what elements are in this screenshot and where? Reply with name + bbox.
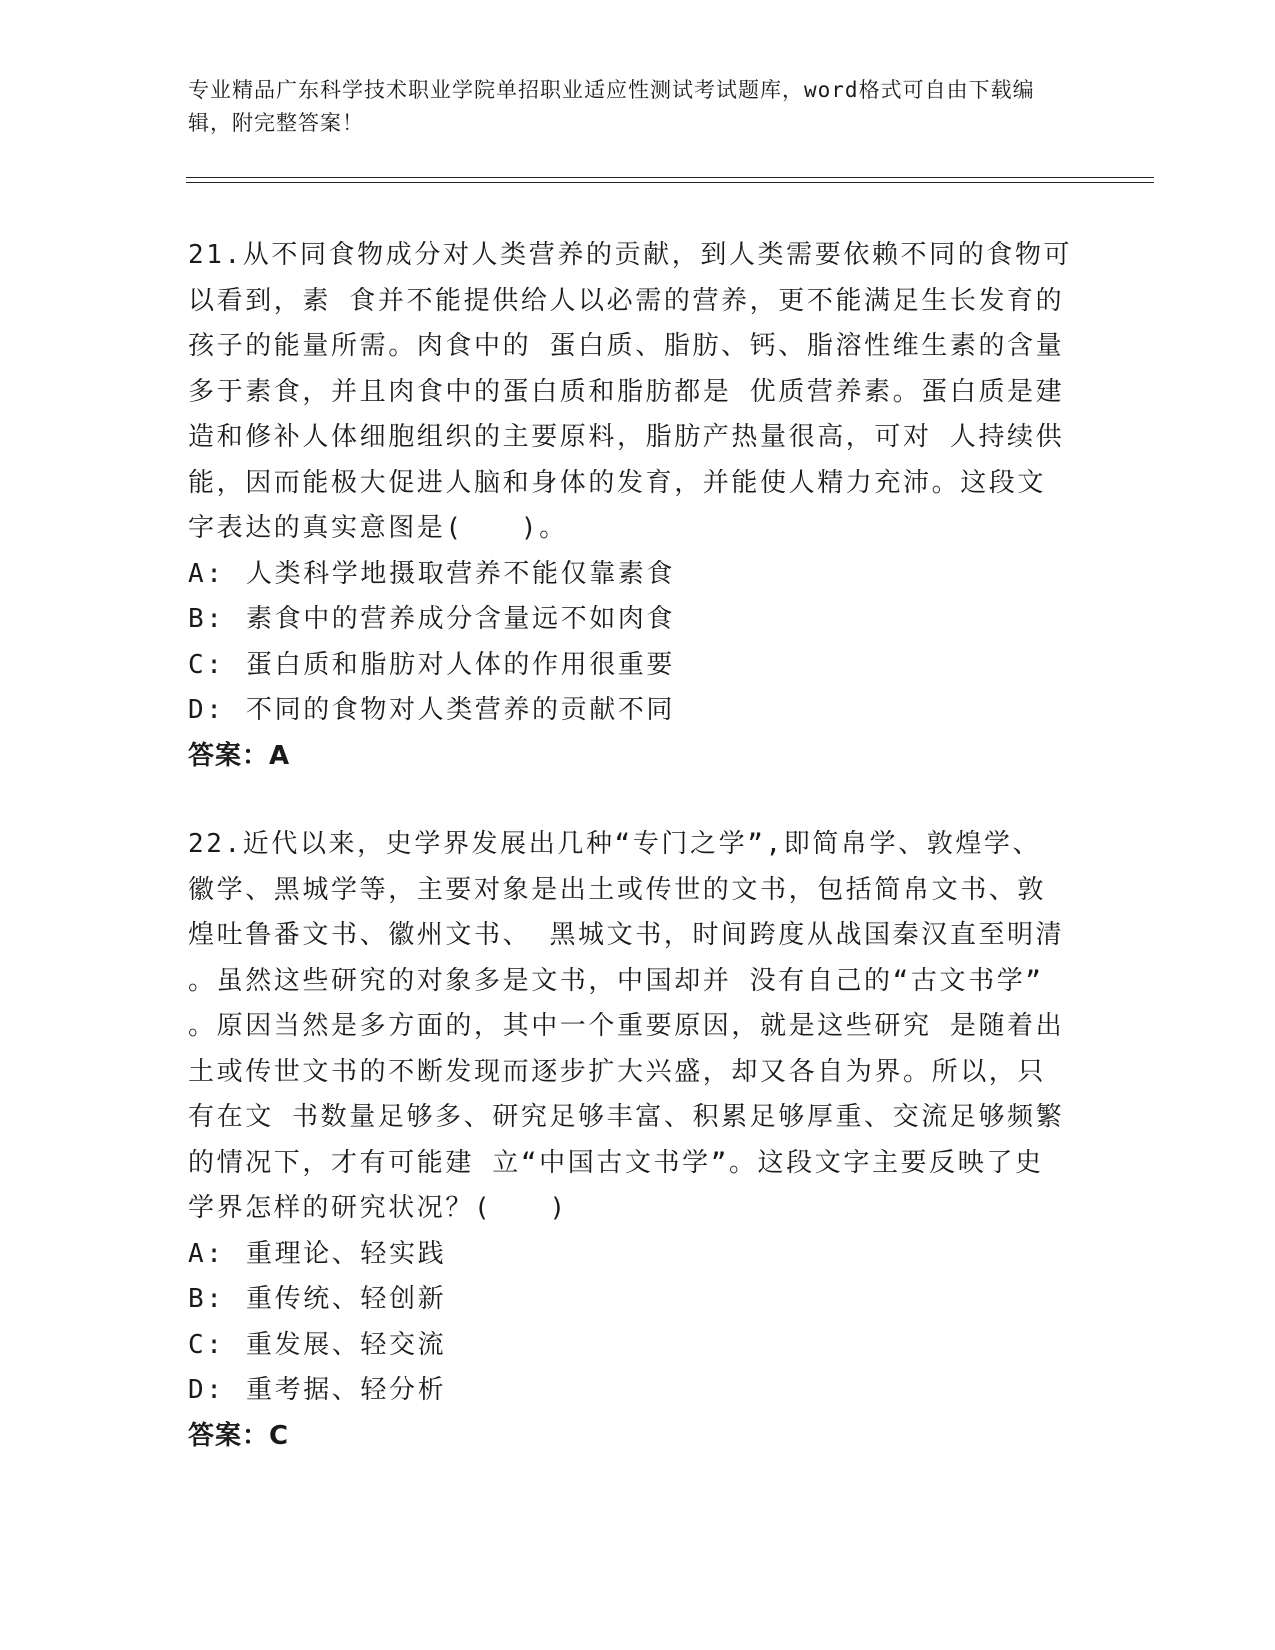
option-key: C:: [188, 1329, 225, 1360]
question-stem-line: 土或传世文书的不断发现而逐步扩大兴盛，却又各自为界。所以，只: [188, 1056, 1047, 1087]
page-header: [188, 74, 1068, 140]
option-a: [188, 1232, 1088, 1278]
option-key: C:: [188, 649, 225, 680]
option-text: 重考据、轻分析: [246, 1375, 447, 1405]
option-d: [188, 1368, 1088, 1414]
question-stem-line: 21.从不同食物成分对人类营养的贡献，到人类需要依赖不同的食物可: [188, 240, 1073, 270]
question-stem-line: 字表达的真实意图是( )。: [188, 513, 568, 543]
option-a: [188, 552, 1088, 598]
question-21: [188, 233, 1088, 779]
option-text: 重理论、轻实践: [246, 1238, 447, 1269]
option-b: [188, 1277, 1088, 1323]
option-c: [188, 1323, 1088, 1369]
question-stem-line: 以看到，素 食并不能提供给人以必需的营养，更不能满足生长发育的: [188, 285, 1065, 316]
option-key: B:: [188, 604, 225, 634]
question-stem-line: 徽学、黑城学等，主要对象是出土或传世的文书，包括简帛文书、敦: [188, 874, 1047, 905]
option-key: D:: [188, 1375, 225, 1405]
option-text: 重发展、轻交流: [246, 1329, 447, 1360]
question-stem-line: 22.近代以来，史学界发展出几种“专门之学”,即简帛学、敦煌学、: [188, 829, 1042, 859]
option-text: 重传统、轻创新: [246, 1284, 447, 1314]
option-key: A:: [188, 558, 225, 589]
option-c: [188, 643, 1088, 689]
question-stem-line: 学界怎样的研究状况？( ): [188, 1193, 568, 1223]
option-b: [188, 597, 1088, 643]
option-text: 素食中的营养成分含量远不如肉食: [246, 604, 676, 634]
option-key: A:: [188, 1238, 225, 1269]
option-text: 人类科学地摄取营养不能仅靠素食: [246, 558, 676, 589]
answer-line: 答案：C: [188, 1420, 290, 1451]
answer-line: 答案：A: [188, 740, 291, 771]
option-text: 不同的食物对人类营养的贡献不同: [246, 695, 676, 725]
question-stem-line: 能，因而能极大促进人脑和身体的发育，并能使人精力充沛。这段文: [188, 467, 1047, 498]
question-stem-line: 有在文 书数量足够多、研究足够丰富、积累足够厚重、交流足够频繁: [188, 1102, 1065, 1132]
question-stem-line: 。虽然这些研究的对象多是文书，中国却并 没有自己的“古文书学”: [188, 965, 1044, 996]
option-text: 蛋白质和脂肪对人体的作用很重要: [246, 649, 676, 680]
question-stem-line: 多于素食，并且肉食中的蛋白质和脂肪都是 优质营养素。蛋白质是建: [188, 376, 1065, 407]
question-22: [188, 822, 1088, 1459]
header-divider: [186, 177, 1154, 183]
question-stem-line: 煌吐鲁番文书、徽州文书、 黑城文书，时间跨度从战国秦汉直至明清: [188, 920, 1065, 950]
option-d: [188, 688, 1088, 734]
header-text: 专业精品广东科学技术职业学院单招职业适应性测试考试题库，word格式可自由下载编辑，附完整答案！: [188, 78, 1035, 135]
question-stem-line: 。原因当然是多方面的，其中一个重要原因，就是这些研究 是随着出: [188, 1011, 1065, 1041]
option-key: D:: [188, 695, 225, 725]
question-stem-line: 造和修补人体细胞组织的主要原料，脂肪产热量很高，可对 人持续供: [188, 422, 1065, 452]
question-stem-line: 孩子的能量所需。肉食中的 蛋白质、脂肪、钙、脂溶性维生素的含量: [188, 331, 1065, 361]
question-stem-line: 的情况下，才有可能建 立“中国古文书学”。这段文字主要反映了史: [188, 1147, 1044, 1178]
option-key: B:: [188, 1284, 225, 1314]
